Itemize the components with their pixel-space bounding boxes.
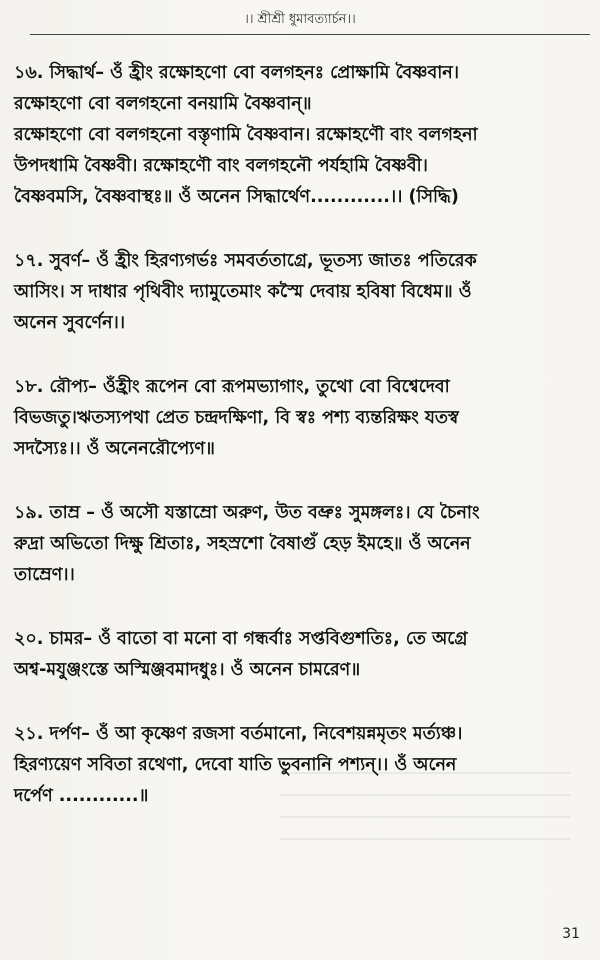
- section-siddhartha: [14, 58, 586, 213]
- text-line: আসিং। স দাধার পৃথিবীং দ্যামুতেমাং কস্মৈ দেবায় হবিষা বিধেম॥ ওঁ: [14, 282, 472, 302]
- text-line: অশ্ব-মযুঞ্জংস্তে অস্মিঞ্জবমাদধুঃ। ওঁ অনেন চামরেণ॥: [14, 660, 361, 680]
- text-line: ১৮. রৌপ্য– ওঁহ্রীং রূপেন বো রূপমভ্যাগাং, তুথো বো বিশ্বেদেবা: [14, 377, 450, 397]
- show-through-shadow: [280, 760, 570, 840]
- text-line: রক্ষোহণো বো বলগহনো বস্তৃণামি বৈষ্ণবান। রক্ষোহণৌ বাং বলগহনা: [14, 125, 478, 145]
- text-line: হিরণ্যয়েণ সবিতা রথেণা, দেবো যাতি ভুবনানি পশ্যন্।। ওঁ অনেন: [14, 755, 457, 775]
- text-line: ২০. চামর– ওঁ বাতো বা মনো বা গন্ধর্বাঃ সপ্তবিগুশতিঃ, তে অগ্রে: [14, 629, 468, 649]
- header-divider: [30, 34, 590, 35]
- page-number: 31: [562, 926, 580, 942]
- text-line: বিভজতু।ঋতস্যপথা প্রেত চন্দ্রদক্ষিণা, বি স্বঃ পশ্য ব্যন্তরিক্ষং যতস্ব: [14, 408, 459, 428]
- section-tamra: [14, 498, 586, 591]
- text-line: উপদধামি বৈষ্ণবী। রক্ষোহণৌ বাং বলগহনৌ পর্যহামি বৈষ্ণবী।: [14, 156, 428, 176]
- text-line: ১৬. সিদ্ধার্থ– ওঁ হ্রীং রক্ষোহণো বো বলগহনঃ প্রোক্ষামি বৈষ্ণবান।: [14, 63, 459, 83]
- text-line: রক্ষোহণো বো বলগহনো বনয়ামি বৈষ্ণবান্॥: [14, 94, 312, 114]
- text-line: ১৯. তাম্র – ওঁ অসৌ যস্তাম্রো অরুণ, উত বভ্রুঃ সুমঙ্গলঃ। যে চৈনাং: [14, 503, 480, 523]
- text-line: ২১. দর্পণ– ওঁ আ কৃষ্ণেণ রজসা বর্তমানো, নিবেশয়ন্নমৃতং মর্ত্যঞ্চ।: [14, 724, 463, 744]
- section-chamar: [14, 624, 586, 686]
- text-line: দর্পেণ ............॥: [14, 786, 149, 806]
- text-line: অনেন সুবর্ণেন।।: [14, 313, 126, 333]
- section-raupya: [14, 372, 586, 465]
- text-line: রুদ্রা অভিতো দিক্ষু শ্রিতাঃ, সহস্রশো বৈষাগুঁ হেড় ইমহে॥ ওঁ অনেন: [14, 534, 471, 554]
- running-header: ।। শ্রীশ্রী ধুমাবত্যার্চন।।: [244, 12, 356, 27]
- text-line: সদস্যৈঃ।। ওঁ অনেনরৌপ্যেণ॥: [14, 439, 215, 459]
- text-line: ১৭. সুবর্ণ– ওঁ হ্রীং হিরণ্যগর্ভঃ সমবর্ততাগ্রে, ভূতস্য জাতঃ পতিরেক: [14, 251, 477, 271]
- text-line: বৈষ্ণবমসি, বৈষ্ণবাস্থঃ॥ ওঁ অনেন সিদ্ধার্থেণ............।। (সিদ্ধি): [14, 187, 459, 207]
- page-content: [14, 58, 586, 845]
- section-suvarna: [14, 246, 586, 339]
- text-line: তাম্রেণ।।: [14, 565, 75, 585]
